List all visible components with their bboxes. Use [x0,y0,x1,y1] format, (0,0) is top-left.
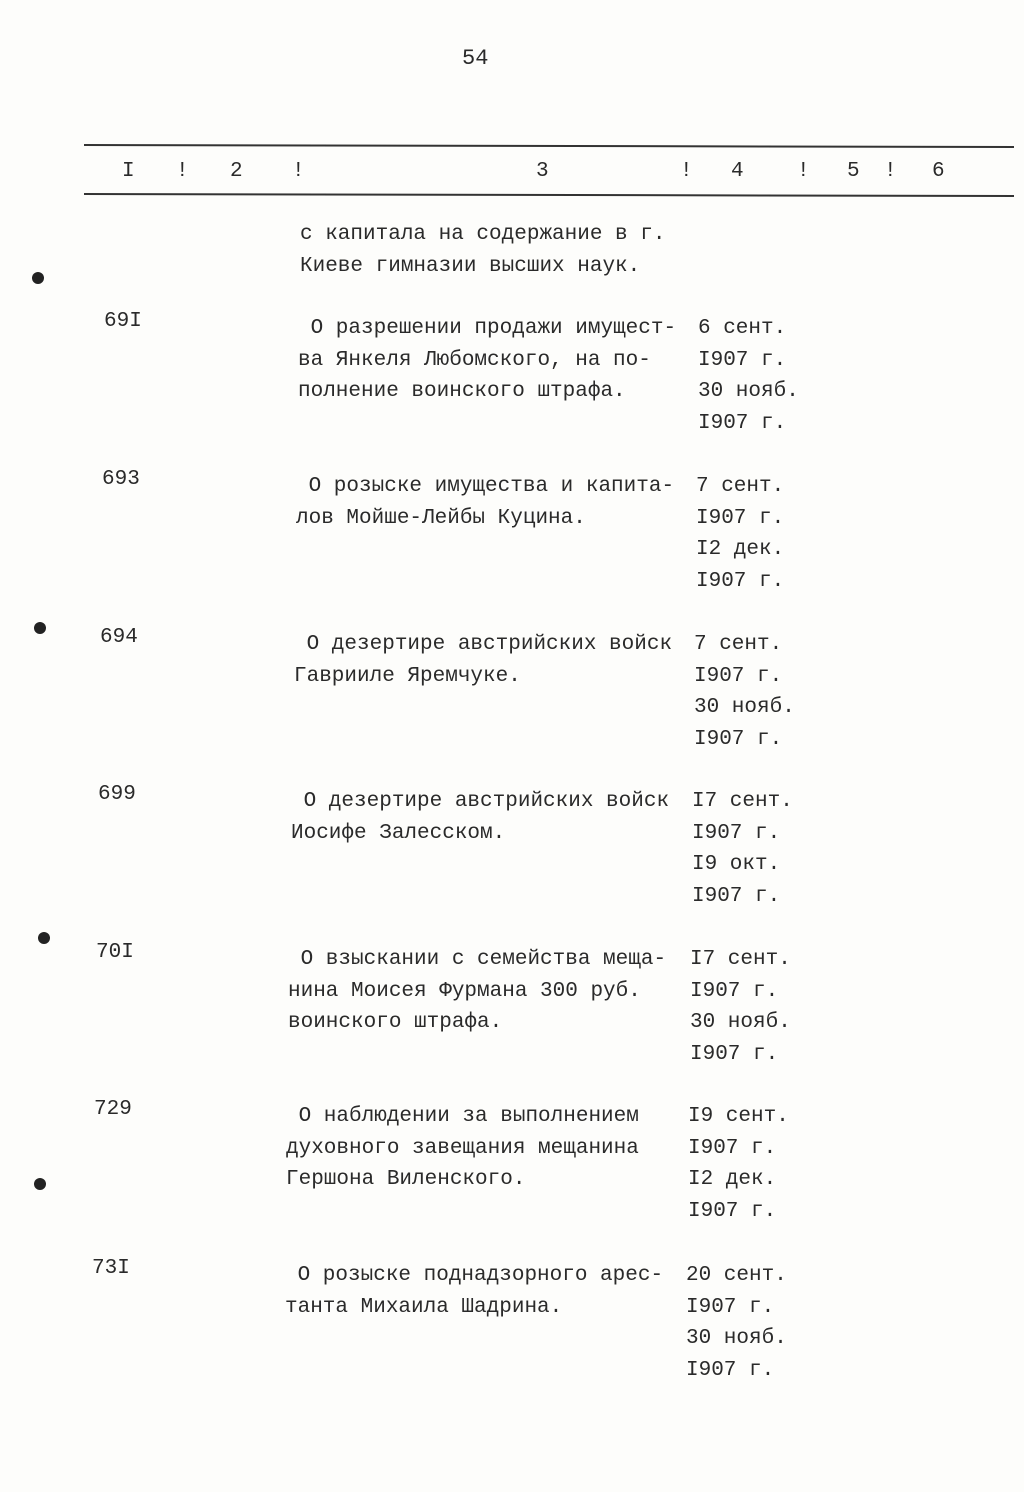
column-separator: ! [680,160,693,183]
text-line: воинского штрафа. [288,1011,503,1034]
entry-dates [694,629,795,755]
continuation-text [300,219,665,282]
date-line: I907 г. [686,1358,775,1382]
entry-description [285,1260,663,1323]
text-line: Гершона Виленского. [286,1168,526,1191]
text-line: О розыске имущества и капита- [296,475,675,498]
entry-dates [690,944,791,1070]
text-line: ва Янкеля Любомского, на по- [298,348,651,372]
text-line: О розыске поднадзорного арес- [285,1264,664,1287]
punch-hole-mark [38,932,50,944]
entry-description [294,629,672,692]
entry-dates [686,1260,787,1386]
date-line: I2 дек. [688,1168,777,1191]
date-line: I907 г. [692,821,781,845]
table-header-bottom-rule [84,193,1014,197]
date-line: I907 г. [696,569,785,593]
entry-dates [688,1101,789,1227]
punch-hole-mark [34,1178,46,1190]
punch-hole-mark [32,272,44,284]
date-line: I907 г. [690,979,779,1003]
column-separator: ! [884,160,897,183]
entry-number: 693 [102,468,140,491]
date-line: 7 сент. [694,633,783,656]
text-line: Киеве гимназии высших наук. [300,254,641,278]
entry-description [291,786,669,849]
column-separator: ! [176,160,189,183]
date-line: 20 сент. [686,1264,787,1287]
text-line: О дезертире австрийских войск [291,790,670,813]
entry-description [296,471,674,534]
entry-number: 70I [96,941,134,964]
date-line: I907 г. [688,1199,777,1223]
column-header-3: 3 [536,160,549,183]
entry-number: 729 [94,1098,132,1121]
date-line: 30 нояб. [694,696,795,719]
date-line: 30 нояб. [686,1327,787,1350]
date-line: I907 г. [686,1295,775,1319]
date-line: I907 г. [692,884,781,908]
entry-dates [692,786,793,912]
text-line: О наблюдении за выполнением [286,1105,639,1128]
text-line: лов Мойше-Лейбы Куцина. [296,506,586,530]
entry-description [286,1101,639,1196]
column-header-6: 6 [932,160,945,183]
column-separator: ! [797,160,810,183]
entry-number: 73I [92,1257,130,1280]
date-line: I907 г. [690,1042,779,1066]
date-line: I9 сент. [688,1105,789,1128]
date-line: 30 нояб. [698,380,799,403]
text-line: духовного завещания мещанина [286,1136,639,1160]
column-header-1: I [122,160,135,183]
date-line: I9 окт. [692,853,781,876]
date-line: I907 г. [694,727,783,751]
date-line: I907 г. [696,506,785,530]
text-line: нина Моисея Фурмана 300 руб. [288,979,641,1003]
text-line: полнение воинского штрафа. [298,380,626,403]
page-number: 54 [462,46,489,71]
text-line: Иосифе Залесском. [291,821,506,845]
column-header-2: 2 [230,160,243,183]
text-line: О разрешении продажи имущест- [298,317,677,340]
entry-number: 699 [98,783,136,806]
entry-description [298,313,676,408]
date-line: 7 сент. [696,475,785,498]
text-line: О взыскании с семейства меща- [288,948,667,971]
date-line: I907 г. [698,348,787,372]
date-line: I7 сент. [692,790,793,813]
entry-dates [696,471,784,597]
column-separator: ! [292,160,305,183]
text-line: О дезертире австрийских войск [294,633,673,656]
text-line: Гаврииле Яремчуке. [294,664,521,688]
date-line: I907 г. [694,664,783,688]
date-line: I907 г. [698,411,787,435]
column-header-4: 4 [731,160,744,183]
entry-dates [698,313,799,439]
date-line: 6 сент. [698,317,787,340]
entry-number: 694 [100,626,138,649]
date-line: I7 сент. [690,948,791,971]
date-line: I907 г. [688,1136,777,1160]
entry-description [288,944,666,1039]
table-header-top-rule [84,144,1014,148]
column-header-5: 5 [847,160,860,183]
entry-number: 69I [104,310,142,333]
text-line: с капитала на содержание в г. [300,223,666,246]
text-line: танта Михаила Шадрина. [285,1295,563,1319]
punch-hole-mark [34,622,46,634]
date-line: 30 нояб. [690,1011,791,1034]
date-line: I2 дек. [696,538,785,561]
